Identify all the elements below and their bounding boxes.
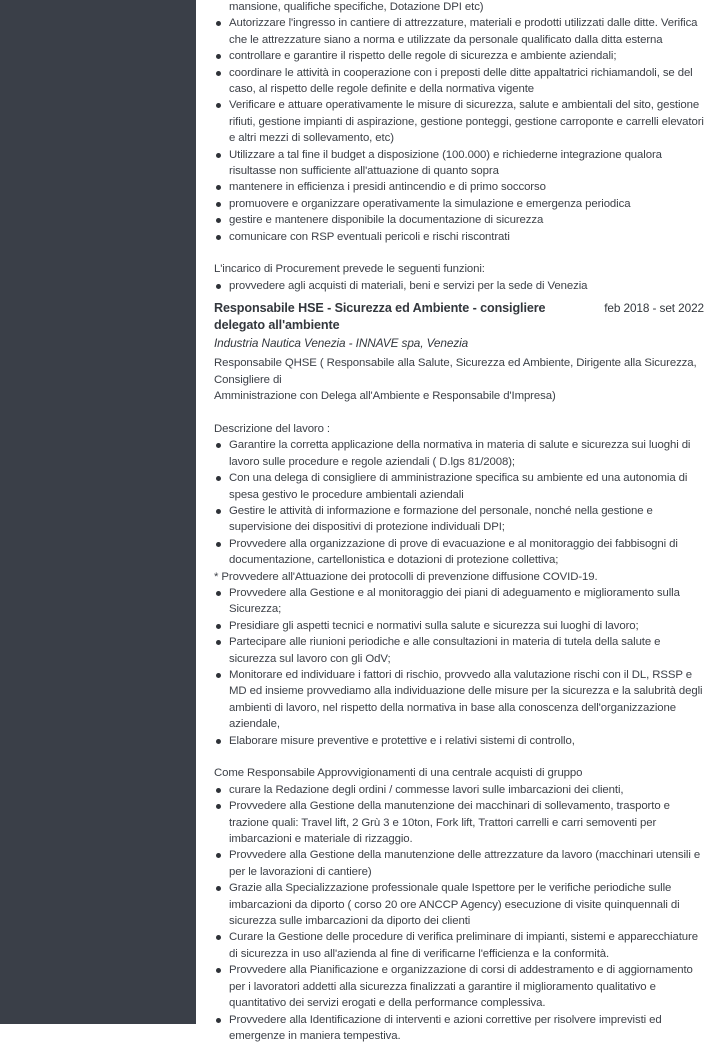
list-item: Con una delega di consigliere di amministrazione specifica su ambiente ed una autonomia di spesa gestivo le procedure ambientali aziendali <box>214 470 704 503</box>
job-title: Responsabile HSE - Sicurezza ed Ambiente - consigliere delegato all'ambiente <box>214 301 546 332</box>
list-item: Verificare e attuare operativamente le misure di sicurezza, salute e ambientali del sito, gestione rifiuti, gestione impianti di aspirazione, gestione ponteggi, gestione carroponte e carrelli elevatori e altri mezzi di sollevamento, etc) <box>214 97 704 146</box>
top-duties-list <box>214 0 704 245</box>
list-item: controllare e garantire il rispetto delle regole di sicurezza e ambiente aziendali; <box>214 48 704 64</box>
covid-line: * Provvedere all'Attuazione dei protocolli di prevenzione diffusione COVID-19. <box>214 570 598 583</box>
list-item: Partecipare alle riunioni periodiche e alle consultazioni in materia di tutela della salute e sicurezza sul lavoro con gli OdV; <box>214 634 704 667</box>
list-item: curare la Redazione degli ordini / commesse lavori sulle imbarcazioni dei clienti, <box>214 782 704 798</box>
sidebar <box>0 0 196 1024</box>
list-item: Provvedere alla Pianificazione e organizzazione di corsi di addestramento e di aggiornamento per i lavoratori addetti alla sicurezza finalizzati a garantire il miglioramento qualitativo e quantitativo dei servizi erogati e della performance complessiva. <box>214 962 704 1011</box>
list-item: Autorizzare l'ingresso in cantiere di attrezzature, materiali e prodotti utilizzati dalle ditte. Verifica che le attrezzature siano a norma e utilizzate da personale qualificato dalla ditta esterna <box>214 15 704 48</box>
list-item: provvedere agli acquisti di materiali, beni e servizi per la sede di Venezia <box>214 278 704 294</box>
description-list-continued <box>214 585 704 749</box>
list-item: mantenere in efficienza i presidi antincendio e di primo soccorso <box>214 179 704 195</box>
list-item: Provvedere alla organizzazione di prove di evacuazione e al monitoraggio dei fabbisogni di documentazione, cartellonistica e dotazioni di protezione collettiva; <box>214 536 704 569</box>
list-item: Provvedere alla Gestione della manutenzione delle attrezzature da lavoro (macchinari utensili e per le lavorazioni di cantiere) <box>214 847 704 880</box>
list-item: comunicare con RSP eventuali pericoli e rischi riscontrati <box>214 229 704 245</box>
list-item: Gestire le attività di informazione e formazione del personale, nonché nella gestione e supervisione dei dispositivi di protezione individuali DPI; <box>214 503 704 536</box>
list-item: Elaborare misure preventive e protettive e i relativi sistemi di controllo, <box>214 733 704 749</box>
list-item: Provvedere alla Identificazione di interventi e azioni correttive per risolvere imprevisti ed emergenze in maniera tempestiva. <box>214 1012 704 1044</box>
procurement-list <box>214 278 704 294</box>
list-item: Provvedere alla Gestione della manutenzione dei macchinari di sollevamento, trasporto e trazione quali: Travel lift, 2 Grù 3 e 10ton, Fork lift, Trattori carrelli e carri semoventi per imbarcazioni e materiale di rizzaggio. <box>214 798 704 847</box>
list-item: Provvedere alla Gestione e al monitoraggio dei piani di adeguamento e miglioramento sulla Sicurezza; <box>214 585 704 618</box>
job-header <box>214 300 704 333</box>
job-summary-line: Amministrazione con Delega all'Ambiente e Responsabile d'Impresa) <box>214 390 556 403</box>
list-item: gestire e mantenere disponibile la documentazione di sicurezza <box>214 212 704 228</box>
job-dates: feb 2018 - set 2022 <box>604 301 704 316</box>
list-item: coordinare le attività in cooperazione con i preposti delle ditte appaltatrici richiamandoli, se del caso, al rispetto delle regole definite e della normativa vigente <box>214 65 704 98</box>
description-list <box>214 437 704 568</box>
job-company: Industria Nautica Venezia - INNAVE spa, Venezia <box>214 336 469 351</box>
job-summary-line: Responsabile QHSE ( Responsabile alla Salute, Sicurezza ed Ambiente, Dirigente alla Sicurezza, Consigliere di <box>214 357 697 386</box>
list-item: Monitorare ed individuare i fattori di rischio, provvedo alla valutazione rischi con il DL, RSSP e MD ed insieme provvediamo alla individuazione delle misure per la sicurezza e la salubrità degli ambienti di lavoro, nel rispetto della normativa in base alla conoscenza dell'organizzazione aziendale, <box>214 667 704 733</box>
list-item: Curare la Gestione delle procedure di verifica preliminare di impianti, sistemi e apparecchiature di sicurezza in uso all'azienda al fine di verificarne l'efficienza e la conformità. <box>214 929 704 962</box>
list-item: Presidiare gli aspetti tecnici e normativi sulla salute e sicurezza sui luoghi di lavoro; <box>214 618 704 634</box>
list-item: mansione, qualifiche specifiche, Dotazione DPI etc) <box>229 1 484 13</box>
purchasing-heading: Come Responsabile Approvvigionamenti di una centrale acquisti di gruppo <box>214 767 583 780</box>
list-item: Utilizzare a tal fine il budget a disposizione (100.000) e richiederne integrazione qualora risultasse non sufficiente all'attuazione di quanto sopra <box>214 147 704 180</box>
list-item: Grazie alla Specializzazione professionale quale Ispettore per le verifiche periodiche sulle imbarcazioni da diporto ( corso 20 ore ANCCP Agency) esecuzione di visite quinquennali di sicurezza sulle imbarcazioni da diporto dei clienti <box>214 880 704 929</box>
list-item: Garantire la corretta applicazione della normativa in materia di salute e sicurezza sui luoghi di lavoro sulle procedure e regole aziendali ( D.lgs 81/2008); <box>214 437 704 470</box>
procurement-intro: L'incarico di Procurement prevede le seguenti funzioni: <box>214 263 485 276</box>
list-item: promuovere e organizzare operativamente la simulazione e emergenza periodica <box>214 196 704 212</box>
resume-content <box>214 0 704 1044</box>
purchasing-list <box>214 782 704 1044</box>
description-heading: Descrizione del lavoro : <box>214 422 330 435</box>
